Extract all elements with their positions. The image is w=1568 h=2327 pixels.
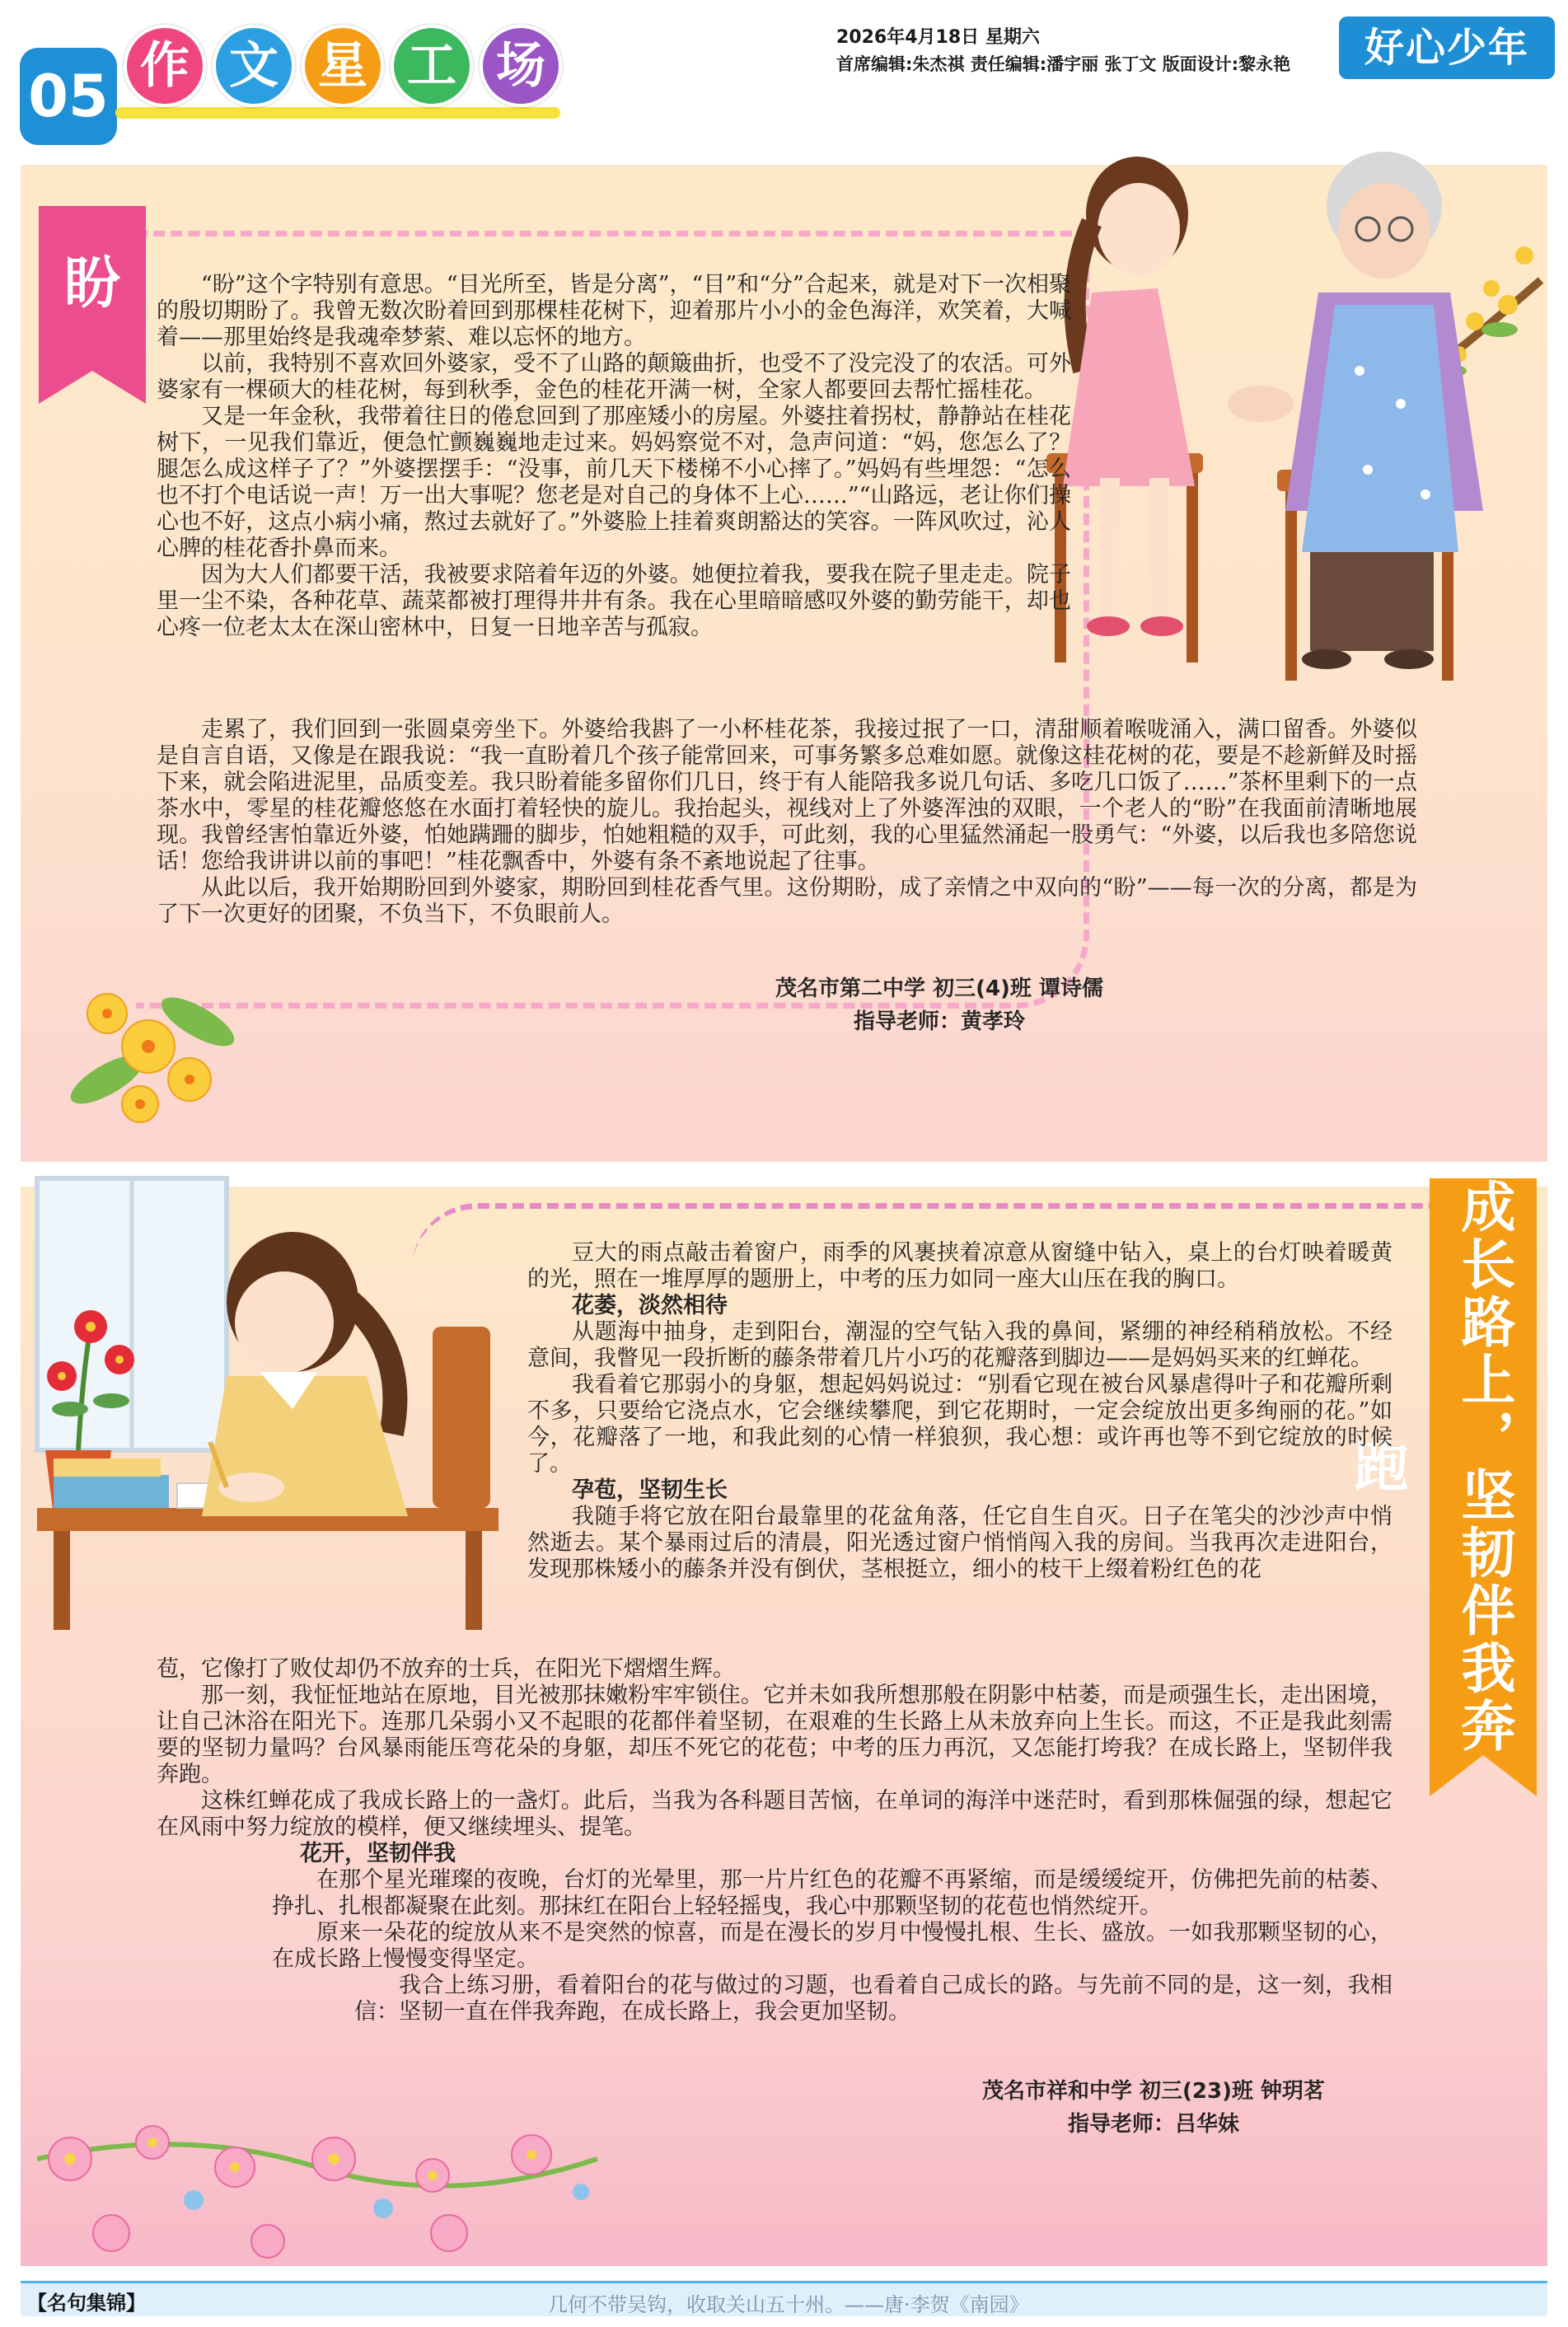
article-growth-tag: 成长路上，坚韧伴我奔跑 <box>1430 1178 1537 1755</box>
paragraph: 苞，它像打了败仗却仍不放弃的士兵，在阳光下熠熠生辉。 <box>157 1656 735 1682</box>
footer-tag: 【名句集锦】 <box>27 2292 146 2315</box>
paragraph: 我随手将它放在阳台最靠里的花盆角落，任它自生自灭。日子在笔尖的沙沙声中悄然逝去。某个暴雨过后的清晨，阳光透过窗户悄悄闯入我的房间。当我再次走进阳台，发现那株矮小的藤条并没有倒伏，茎根挺立，细小的枝干上缀着粉红色的花 <box>527 1504 1392 1582</box>
article-pan-body-bottom <box>157 717 1417 928</box>
title-char: 工 <box>391 25 473 107</box>
girl-grandma-illustration <box>1013 124 1549 700</box>
paragraph: 那一刻，我怔怔地站在原地，目光被那抹嫩粉牢牢锁住。它并未如我所想那般在阴影中枯萎，而是顽强生长，走出困境，让自己沐浴在阳光下。连那几朵弱小又不起眼的花都伴着坚韧，在艰难的生长路上从未放弃向上生长。而这，不正是我此刻需要的坚韧力量吗？台风暴雨能压弯花朵的身躯，却压不死它的花苞；中考的压力再沉，又怎能打垮我？在成长路上，坚韧伴我奔跑。 <box>157 1683 1392 1787</box>
subheading: 花开，坚韧伴我 <box>300 1841 456 1866</box>
paragraph: 以前，我特别不喜欢回外婆家，受不了山路的颠簸曲折，也受不了没完没了的农活。可外婆家有一棵硕大的桂花树，每到秋季，金色的桂花开满一树，全家人都要回去帮忙摇桂花。 <box>157 351 1071 403</box>
instructor: 指导老师：黄孝玲 <box>853 1009 1025 1034</box>
article-pan-tag: 盼 <box>39 206 146 371</box>
instructor: 指导老师：吕华妹 <box>1067 2112 1239 2137</box>
article-pan-body-top <box>157 272 1071 641</box>
editor-credits: 首席编辑:朱杰祺 责任编辑:潘宇丽 张丁文 版面设计:黎永艳 <box>836 54 1291 74</box>
article-pan-signature <box>692 972 1187 1038</box>
paragraph: 豆大的雨点敲击着窗户，雨季的风裹挟着凉意从窗缝中钻入，桌上的台灯映着暖黄的光，照在一堆厚厚的题册上，中考的压力如同一座大山压在我的胸口。 <box>527 1240 1392 1292</box>
paragraph: 从此以后，我开始期盼回到外婆家，期盼回到桂花香气里。这份期盼，成了亲情之中双向的“盼”——每一次的分离，都是为了下一次更好的团聚，不负当下，不负眼前人。 <box>157 875 1417 927</box>
paragraph: 原来一朵花的绽放从来不是突然的惊喜，而是在漫长的岁月中慢慢扎根、生长、盛放。一如我那颗坚韧的心，在成长路上慢慢变得坚定。 <box>272 1920 1392 1972</box>
paragraph: 我看着它那弱小的身躯，想起妈妈说过：“别看它现在被台风暴虐得叶子和花瓣所剩不多，只要给它浇点水，它会继续攀爬，到它花期时，一定会绽放出更多绚丽的花。”如今，花瓣落了一地，和我此刻的心情一样狼狈，我心想：或许再也等不到它绽放的时候了。 <box>527 1372 1392 1477</box>
article-growth-body-top <box>527 1240 1392 1583</box>
title-char: 场 <box>480 25 562 107</box>
girl-studying-illustration <box>21 1162 515 1632</box>
subheading: 花萎，淡然相待 <box>572 1293 728 1318</box>
title-char: 作 <box>124 25 206 107</box>
osmanthus-flowers-decoration <box>58 956 255 1145</box>
subheading: 孕苞，坚韧生长 <box>572 1477 728 1503</box>
paragraph: 我合上练习册，看着阳台的花与做过的习题，也看着自己成长的路。与先前不同的是，这一刻，我相信：坚韧一直在伴我奔跑，在成长路上，我会更加坚韧。 <box>354 1973 1392 2025</box>
issue-date: 2026年4月18日 星期六 <box>836 27 1040 48</box>
title-char: 星 <box>302 25 384 107</box>
paragraph: 从题海中抽身，走到阳台，潮湿的空气钻入我的鼻间，紧绷的神经稍稍放松。不经意间，我瞥见一段折断的藤条带着几片小巧的花瓣落到脚边——是妈妈买来的红蝉花。 <box>527 1319 1392 1371</box>
article-growth-body-bottom <box>157 1656 1392 2025</box>
page-header <box>0 0 1568 132</box>
page-number: 05 <box>20 48 117 145</box>
paragraph: 在那个星光璀璨的夜晚，台灯的光晕里，那一片片红色的花瓣不再紧缩，而是缓缓绽开，仿佛把先前的枯萎、挣扎、扎根都凝聚在此刻。那抹红在阳台上轻轻摇曳，我心中那颗坚韧的花苞也悄然绽开。 <box>272 1867 1392 1919</box>
paragraph: 走累了，我们回到一张圆桌旁坐下。外婆给我斟了一小杯桂花茶，我接过抿了一口，清甜顺着喉咙涌入，满口留香。外婆似是自言自语，又像是在跟我说：“我一直盼着几个孩子能常回来，可事务繁多总难如愿。就像这桂花树的花，要是不趁新鲜及时摇下来，就会陷进泥里，品质变差。我只盼着能多留你们几日，终于有人能陪我多说几句话、多吃几口饭了……”茶杯里剩下的一点茶水中，零星的桂花瓣悠悠在水面打着轻快的旋儿。我抬起头，视线对上了外婆浑浊的双眼，一个老人的“盼”在我面前清晰地展现。我曾经害怕靠近外婆，怕她蹒跚的脚步，怕她粗糙的双手，可此刻，我的心里猛然涌起一股勇气：“外婆，以后我也多陪您说话！您给我讲讲以前的事吧！”桂花飘香中，外婆有条不紊地说起了往事。 <box>157 717 1417 874</box>
author-school: 茂名市祥和中学 初三(23)班 钟玥茗 <box>981 2079 1326 2104</box>
flower-garland-decoration <box>21 2109 1547 2274</box>
paragraph: “盼”这个字特别有意思。“目光所至，皆是分离”，“目”和“分”合起来，就是对下一次相聚的殷切期盼了。我曾无数次盼着回到那棵桂花树下，迎着那片小小的金色海洋，欢笑着，大喊着——那里始终是我魂牵梦萦、难以忘怀的地方。 <box>157 272 1071 350</box>
author-school: 茂名市第二中学 初三(4)班 谭诗儒 <box>775 976 1103 1001</box>
paragraph: 因为大人们都要干活，我被要求陪着年迈的外婆。她便拉着我，要我在院子里走走。院子里一尘不染，各种花草、蔬菜都被打理得井井有条。我在心里暗暗感叹外婆的勤劳能干，却也心疼一位老太太在深山密林中，日复一日地辛苦与孤寂。 <box>157 562 1071 640</box>
footer-bar <box>21 2281 1547 2316</box>
column-brand: 好心少年 <box>1339 16 1555 79</box>
section-title <box>124 25 569 115</box>
title-char: 文 <box>213 25 295 107</box>
paragraph: 又是一年金秋，我带着往日的倦怠回到了那座矮小的房屋。外婆拄着拐杖，静静站在桂花树下，一见我们靠近，便急忙颤巍巍地走过来。妈妈察觉不对，急声问道：“妈，您怎么了？腿怎么成这样子了？”外婆摆摆手：“没事，前几天下楼梯不小心摔了。”妈妈有些埋怨：“怎么也不打个电话说一声！万一出大事呢？您老是对自己的身体不上心……”“山路远，老让你们操心也不好，这点小病小痛，熬过去就好了。”外婆脸上挂着爽朗豁达的笑容。一阵风吹过，沁人心脾的桂花香扑鼻而来。 <box>157 404 1071 561</box>
paragraph: 这株红蝉花成了我成长路上的一盏灯。此后，当我为各科题目苦恼，在单词的海洋中迷茫时，看到那株倔强的绿，想起它在风雨中努力绽放的模样，便又继续埋头、提笔。 <box>157 1788 1392 1840</box>
footer-quote: 几何不带吴钩，收取关山五十州。——唐·李贺《南园》 <box>548 2293 1029 2316</box>
